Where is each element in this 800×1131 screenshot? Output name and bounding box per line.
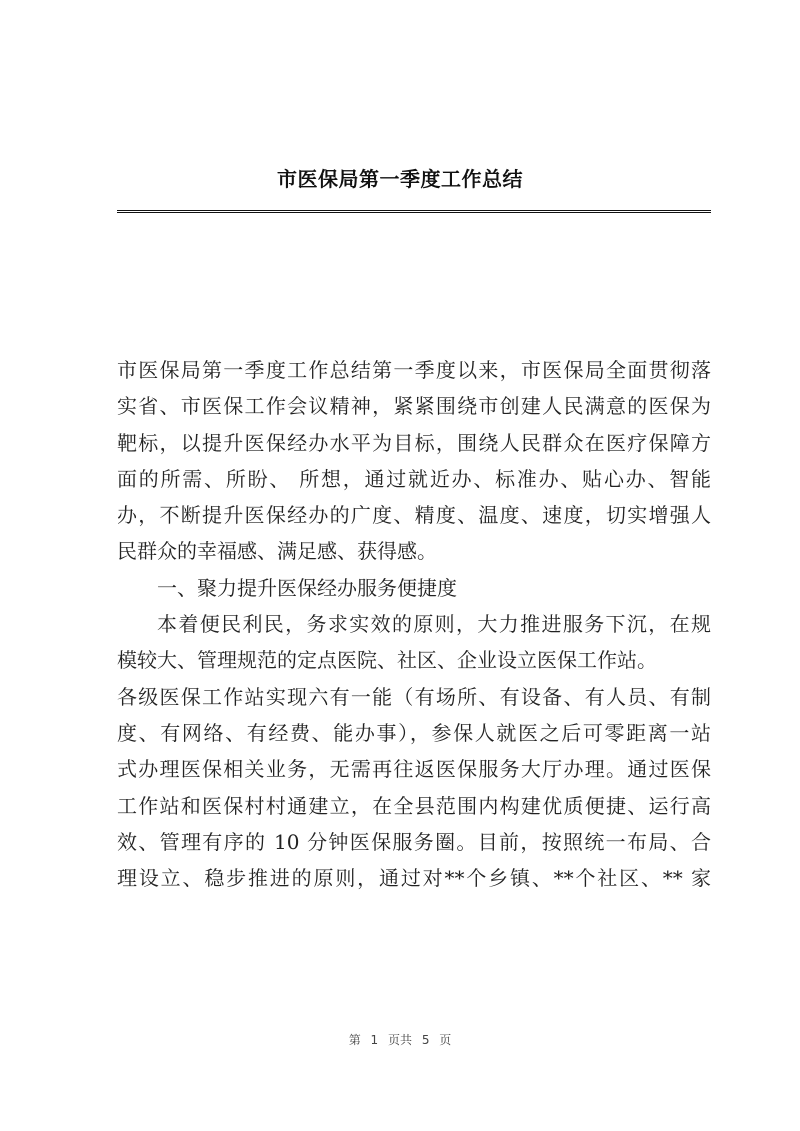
body-line: 面的所需、所盼、 所想，通过就近办、标准办、贴心办、智能 (117, 466, 711, 491)
body-line: 理设立、稳步推进的原则，通过对**个乡镇、**个社区、** 家 (117, 866, 711, 891)
body-line: 度、有网络、有经费、能办事），参保人就医之后可零距离一站 (117, 720, 711, 745)
body-line: 实省、市医保工作会议精神，紧紧围绕市创建人民满意的医保为 (117, 394, 711, 419)
document-title: 市医保局第一季度工作总结 (277, 167, 523, 191)
body-line: 办，不断提升医保经办的广度、精度、温度、速度，切实增强人 (117, 503, 711, 528)
body-line: 市医保局第一季度工作总结第一季度以来，市医保局全面贯彻落 (117, 358, 711, 382)
body-line: 各级医保工作站实现六有一能（有场所、有设备、有人员、有制 (117, 684, 711, 709)
page-number: 第 1 页共 5 页 (348, 1033, 452, 1047)
section-heading: 一、聚力提升医保经办服务便捷度 (157, 575, 457, 600)
document-body (117, 352, 711, 896)
body-line: 靶标，以提升医保经办水平为目标，围绕人民群众在医疗保障方 (117, 430, 711, 455)
body-line: 本着便民利民，务求实效的原则，大力推进服务下沉，在规 (157, 612, 711, 637)
title-divider (117, 210, 711, 213)
body-line: 工作站和医保村村通建立，在全县范围内构建优质便捷、运行高 (117, 793, 711, 818)
body-line: 模较大、管理规范的定点医院、社区、企业设立医保工作站。 (117, 648, 657, 673)
body-line: 式办理医保相关业务，无需再往返医保服务大厅办理。通过医保 (117, 757, 711, 782)
body-line: 民群众的幸福感、满足感、获得感。 (117, 539, 437, 564)
body-line: 效、管理有序的 10 分钟医保服务圈。目前，按照统一布局、合 (117, 829, 711, 854)
